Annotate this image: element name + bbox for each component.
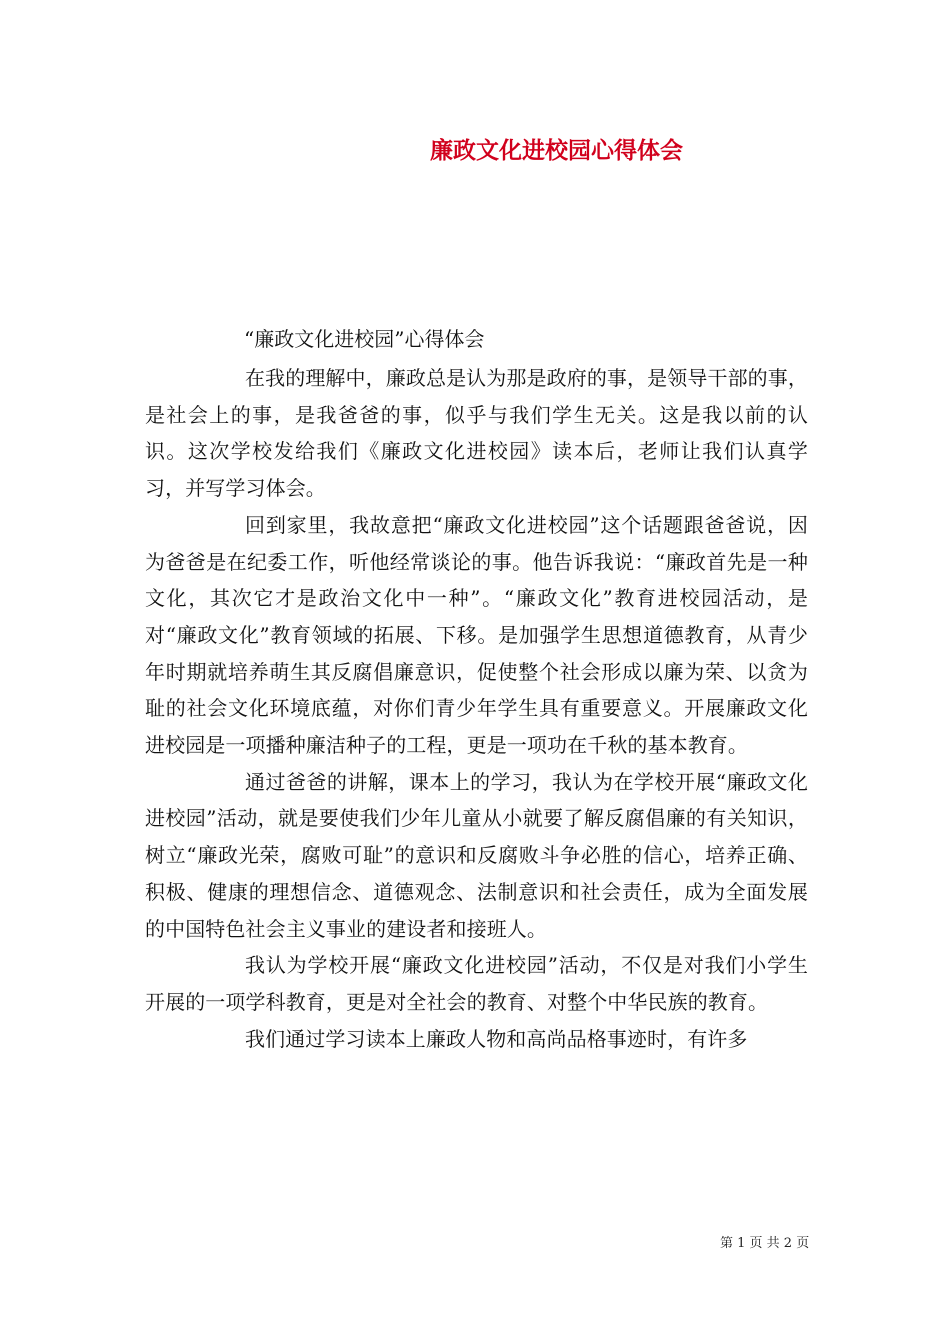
document-body (145, 360, 808, 1057)
paragraph: 回到家里，我故意把“廉政文化进校园”这个话题跟爸爸说，因为爸爸是在纪委工作，听他经常谈论的事。他告诉我说：“廉政首先是一种文化，其次它才是政治文化中一种”。“廉政文化”教育进校园活动，是对“廉政文化”教育领域的拓展、下移。是加强学生思想道德教育，从青少年时期就培养萌生其反腐倡廉意识，促使整个社会形成以廉为荣、以贪为耻的社会文化环境底蕴，对你们青少年学生具有重要意义。开展廉政文化进校园是一项播种廉洁种子的工程，更是一项功在千秋的基本教育。 (145, 512, 808, 758)
paragraph: 在我的理解中，廉政总是认为那是政府的事，是领导干部的事，是社会上的事，是我爸爸的事，似乎与我们学生无关。这是我以前的认识。这次学校发给我们《廉政文化进校园》读本后，老师让我们认真学习，并写学习体会。 (145, 366, 808, 501)
paragraph: 通过爸爸的讲解，课本上的学习，我认为在学校开展“廉政文化进校园”活动，就是要使我们少年儿童从小就要了解反腐倡廉的有关知识，树立“廉政光荣，腐败可耻”的意识和反腐败斗争必胜的信心，培养正确、积极、健康的理想信念、道德观念、法制意识和社会责任，成为全面发展的中国特色社会主义事业的建设者和接班人。 (145, 769, 808, 941)
paragraph: 我认为学校开展“廉政文化进校园”活动，不仅是对我们小学生开展的一项学科教育，更是对全社会的教育、对整个中华民族的教育。 (145, 953, 808, 1014)
paragraph: 我们通过学习读本上廉政人物和高尚品格事迹时，有许多 (245, 1026, 748, 1051)
page-footer: 第 1 页 共 2 页 (720, 1236, 810, 1251)
document-title: 廉政文化进校园心得体会 (430, 137, 683, 164)
document-subtitle: “廉政文化进校园”心得体会 (244, 327, 485, 351)
